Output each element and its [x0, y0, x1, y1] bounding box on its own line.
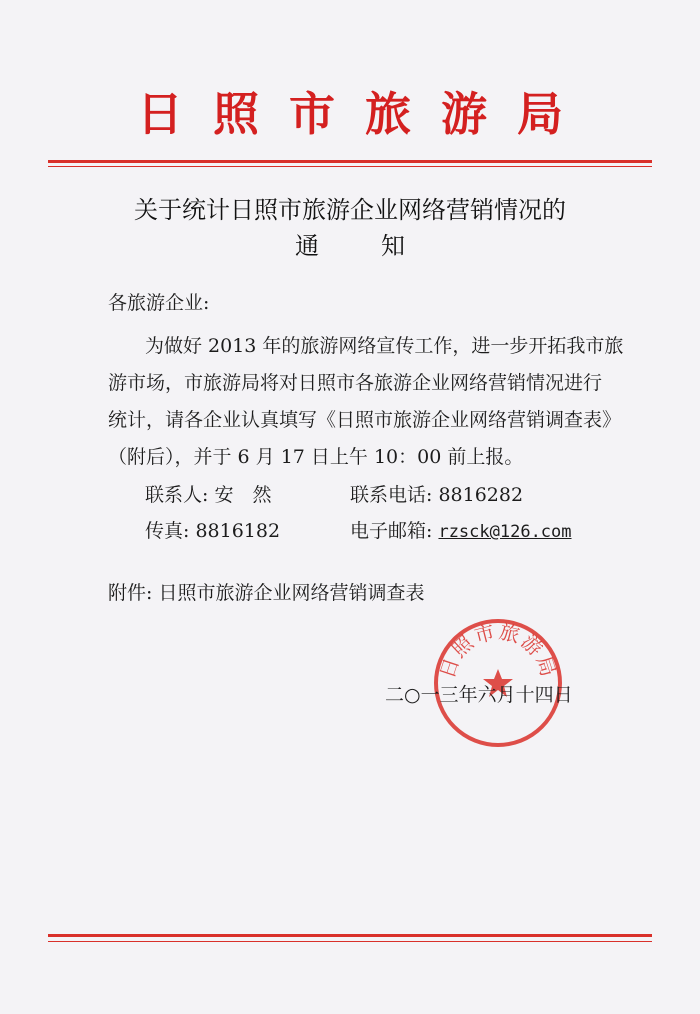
contact-fax-value: 8816182	[195, 520, 281, 542]
contact-email-link[interactable]: rzsck@126.com	[438, 522, 572, 542]
issue-date: 二○一三年六月十四日	[385, 684, 573, 706]
paragraph-line: 游市场，市旅游局将对日照市各旅游企业网络营销情况进行	[108, 372, 603, 394]
header-rule-thin	[48, 166, 652, 167]
contact-email-label: 电子邮箱:	[350, 520, 433, 542]
contact-phone-label: 联系电话:	[350, 484, 433, 506]
contact-person	[145, 480, 271, 507]
attachment-note: 附件: 日照市旅游企业网络营销调查表	[108, 582, 425, 604]
contact-phone-value: 8816282	[438, 484, 524, 506]
footer-rule-thin	[48, 941, 652, 942]
header-rule-thick	[48, 160, 652, 163]
salutation: 各旅游企业:	[108, 292, 210, 314]
contact-phone	[350, 480, 523, 507]
contact-email	[350, 516, 572, 543]
paragraph-line: 为做好 2013 年的旅游网络宣传工作，进一步开拓我市旅	[145, 335, 624, 357]
notice-title-line2: 通知	[295, 232, 467, 260]
paragraph-line: （附后），并于 6 月 17 日上午 10：00 前上报。	[108, 446, 524, 468]
notice-title-line1: 关于统计日照市旅游企业网络营销情况的	[134, 196, 566, 224]
contact-fax-label: 传真:	[145, 520, 190, 542]
contact-fax	[145, 516, 280, 543]
seal-text-path: 日照市旅游局	[434, 619, 562, 682]
contact-person-value: 安 然	[214, 484, 272, 506]
footer-rule-thick	[48, 934, 652, 937]
contact-person-label: 联系人:	[145, 484, 209, 506]
issuer-header: 日照市旅游局	[137, 87, 593, 141]
paragraph-line: 统计，请各企业认真填写《日照市旅游企业网络营销调查表》	[108, 409, 622, 431]
